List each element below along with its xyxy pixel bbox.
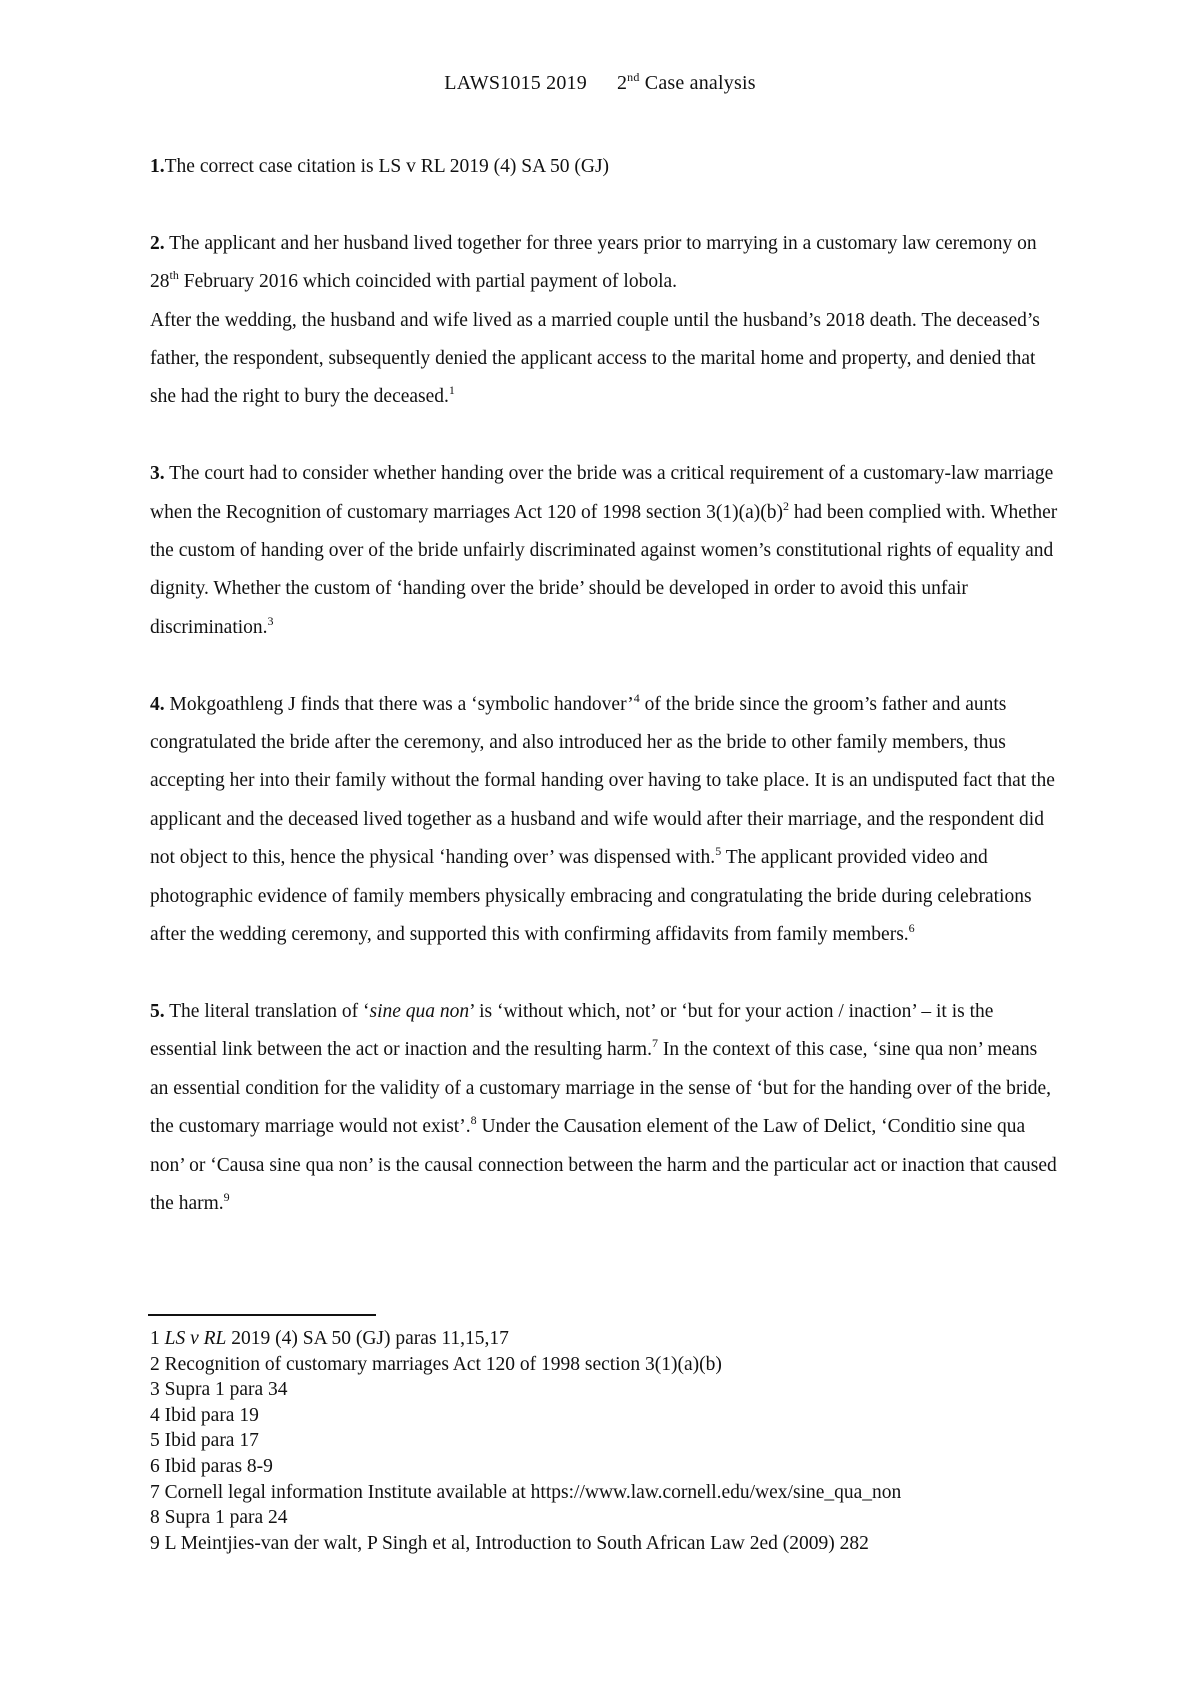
footnote-text: 2019 (4) SA 50 (GJ) paras 11,15,17 — [226, 1328, 509, 1349]
footnote-9: 9 L Meintjies-van der walt, P Singh et al, Introduction to South African Law 2ed (2009) 282 — [150, 1532, 869, 1554]
paragraph-1 — [150, 148, 1060, 186]
header-title: Case analysis — [644, 72, 756, 94]
paragraph-number: 5. — [150, 1000, 165, 1022]
footnote-separator — [148, 1314, 376, 1316]
paragraph-text: ’ is ‘without which, not’ or ‘but for your action / inaction’ – it is the essential link between the act or inaction and the resulting harm. — [150, 1000, 994, 1061]
footnote-ref[interactable]: 2 — [783, 498, 790, 513]
footnote-ref[interactable]: 4 — [633, 690, 640, 705]
footnote-number: 1 — [150, 1328, 160, 1349]
ordinal-number: 2 — [616, 72, 628, 94]
paragraph-text: The correct case citation is LS v RL 2019 (4) SA 50 (GJ) — [164, 156, 610, 177]
footnote-ref[interactable]: 7 — [651, 1036, 658, 1051]
paragraph-text: The literal translation of ‘ — [164, 1000, 370, 1022]
paragraph-number: 1. — [150, 156, 165, 177]
paragraph-number: 3. — [150, 463, 165, 485]
footnote-ref[interactable]: 6 — [908, 921, 915, 936]
paragraph-text: of the bride since the groom’s father and aunts congratulated the bride after the ceremony, and also introduced her as the bride to other family members, thus accepting her into their family without the formal handing over having to take place. It is an undisputed fact that the applicant and the deceased lived together as a husband and wife would after their marriage, and the respondent did not object to this, hence the physical ‘handing over’ was dispensed with. — [150, 693, 1055, 869]
footnote-3: 3 Supra 1 para 34 — [150, 1379, 288, 1401]
paragraph-text: Mokgoathleng J finds that there was a ‘symbolic handover’ — [164, 693, 634, 715]
footnote-ref[interactable]: 1 — [448, 383, 455, 398]
paragraph-number: 2. — [150, 232, 165, 254]
footnote-4: 4 Ibid para 19 — [150, 1404, 259, 1426]
footnote-ref[interactable]: 9 — [223, 1189, 230, 1204]
footnote-ref[interactable]: 8 — [470, 1113, 477, 1128]
paragraph-text: After the wedding, the husband and wife lived as a married couple until the husband’s 2018 death. The deceased’s father, the respondent, subsequently denied the applicant access to the marital home and property, and denied that she had the right to bury the deceased. — [150, 309, 1040, 408]
paragraph-5 — [150, 993, 1060, 1223]
footnotes — [150, 1326, 1070, 1556]
superscript: th — [169, 268, 179, 283]
document-body — [150, 148, 1060, 1223]
paragraph-text: The applicant provided video and photographic evidence of family members physically embracing and congratulating the bride during celebrations after the wedding ceremony, and supported this with confirming affidavits from family members. — [150, 847, 1032, 946]
paragraph-text: The court had to consider whether handing over the bride was a critical requirement of a customary-law marriage when the Recognition of customary marriages Act 120 of 1998 section 3(1)(a)(b) — [150, 463, 1054, 523]
paragraph-2 — [150, 225, 1060, 302]
paragraph-4 — [150, 686, 1060, 955]
footnote-5: 5 Ibid para 17 — [150, 1430, 259, 1452]
footnote-1 — [150, 1326, 1070, 1352]
paragraph-3 — [150, 455, 1060, 647]
footnote-ref[interactable]: 3 — [267, 613, 274, 628]
paragraph-text: Under the Causation element of the Law of Delict, ‘Conditio sine qua non’ or ‘Causa sine qua non’ is the causal connection between the harm and the particular act or inaction that caused the harm. — [150, 1116, 1057, 1214]
paragraph-text: In the context of this case, ‘sine qua non’ means an essential condition for the validity of a customary marriage in the sense of ‘but for the handing over of the bride, the customary marriage would not exist’. — [150, 1039, 1052, 1138]
footnote-8: 8 Supra 1 para 24 — [150, 1507, 288, 1529]
ordinal-suffix: nd — [627, 70, 640, 84]
footnote-2: 2 Recognition of customary marriages Act 120 of 1998 section 3(1)(a)(b) — [150, 1353, 722, 1375]
footnote-7: 7 Cornell legal information Institute available at https://www.law.cornell.edu/wex/sine_qua_non — [150, 1481, 902, 1503]
paragraph-2-continued — [150, 302, 1060, 417]
case-name: LS v RL — [164, 1328, 227, 1349]
paragraph-text: February 2016 which coincided with partial payment of lobola. — [178, 271, 678, 293]
paragraph-text: had been complied with. Whether the custom of handing over of the bride unfairly discriminated against women’s constitutional rights of equality and dignity. Whether the custom of ‘handing over the bride’ should be developed in order to avoid this unfair discrimination. — [150, 501, 1058, 638]
paragraph-number: 4. — [150, 693, 165, 715]
course-code: LAWS1015 2019 — [444, 72, 587, 94]
page-header — [0, 72, 1200, 95]
italic-term: sine qua non — [369, 1000, 470, 1022]
footnote-ref[interactable]: 5 — [715, 844, 722, 859]
footnote-6: 6 Ibid paras 8-9 — [150, 1455, 273, 1477]
paragraph-text: The applicant and her husband lived together for three years prior to marrying in a customary law ceremony on 28 — [150, 232, 1037, 293]
